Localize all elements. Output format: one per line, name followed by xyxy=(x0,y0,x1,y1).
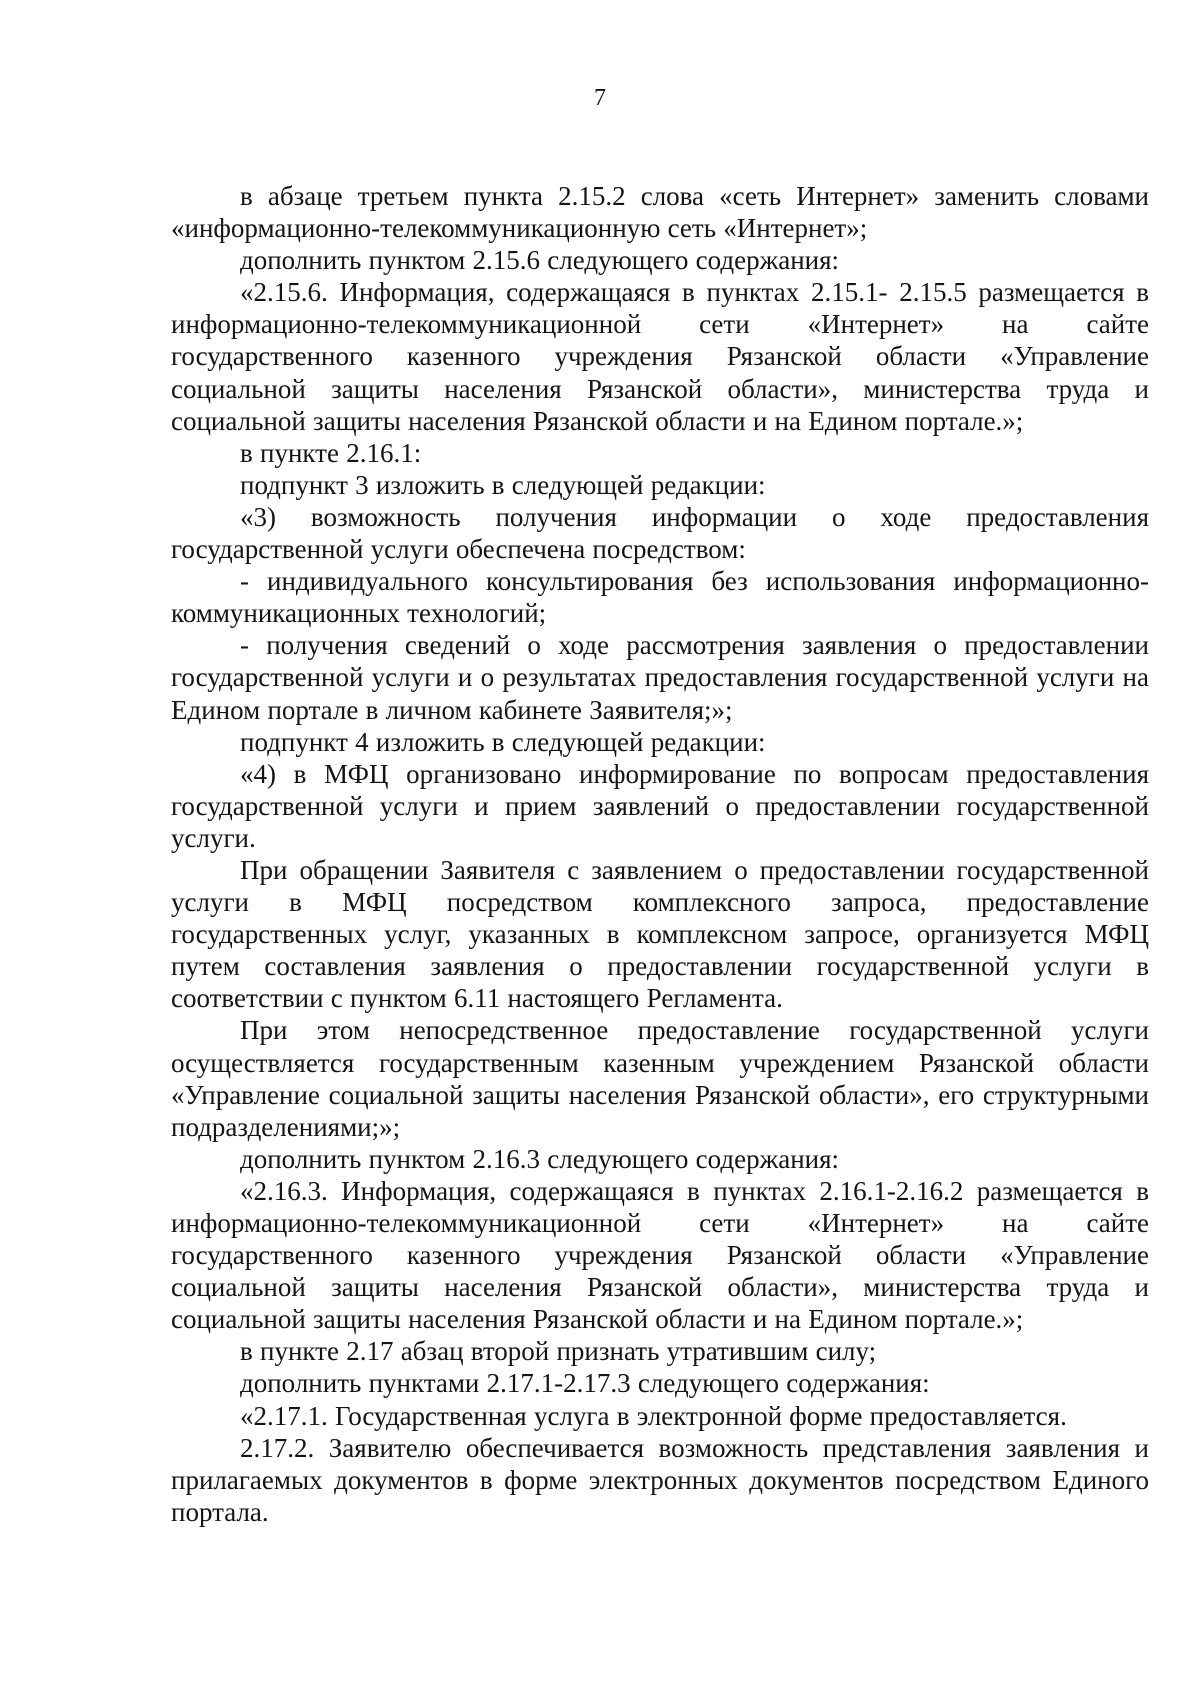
paragraph: - индивидуального консультирования без использования информационно-коммуникационных технологий; xyxy=(171,566,1149,629)
paragraph: «2.15.6. Информация, содержащаяся в пунктах 2.15.1- 2.15.5 размещается в информационно-телекоммуникационной сети «Интернет» на сайте государственного казенного учреждения Рязанской области «Управление социальной защиты населения Рязанской области», министерства труда и социальной защиты населения Рязанской области и на Едином портале.»; xyxy=(171,277,1149,436)
paragraph: При этом непосредственное предоставление государственной услуги осуществляется государственным казенным учреждением Рязанской области «Управление социальной защиты населения Рязанской области», его структурными подразделениями;»; xyxy=(171,1015,1149,1142)
paragraph: в пункте 2.16.1: xyxy=(240,437,422,468)
paragraph: «4) в МФЦ организовано информирование по вопросам предоставления государственной услуги и прием заявлений о предоставлении государственной услуги. xyxy=(171,758,1149,853)
paragraph: в пункте 2.17 абзац второй признать утратившим силу; xyxy=(240,1336,877,1367)
paragraph: подпункт 3 изложить в следующей редакции: xyxy=(240,469,766,500)
paragraph: дополнить пунктом 2.16.3 следующего содержания: xyxy=(240,1143,840,1174)
document-body xyxy=(171,180,1149,1528)
paragraph: «2.17.1. Государственная услуга в электронной форме предоставляется. xyxy=(240,1400,1067,1431)
paragraph: подпункт 4 изложить в следующей редакции: xyxy=(240,726,766,757)
paragraph: 2.17.2. Заявителю обеспечивается возможность представления заявления и прилагаемых документов в форме электронных документов посредством Единого портала. xyxy=(171,1432,1149,1527)
paragraph: - получения сведений о ходе рассмотрения заявления о предоставлении государственной услуги и о результатах предоставления государственной услуги на Едином портале в личном кабинете Заявителя;»; xyxy=(171,630,1149,725)
paragraph: в абзаце третьем пункта 2.15.2 слова «сеть Интернет» заменить словами «информационно-телекоммуникационную сеть «Интернет»; xyxy=(171,181,1149,244)
paragraph: «2.16.3. Информация, содержащаяся в пунктах 2.16.1-2.16.2 размещается в информационно-телекоммуникационной сети «Интернет» на сайте государственного казенного учреждения Рязанской области «Управление социальной защиты населения Рязанской области», министерства труда и социальной защиты населения Рязанской области и на Едином портале.»; xyxy=(171,1175,1149,1335)
paragraph: «3) возможность получения информации о ходе предоставления государственной услуги обеспечена посредством: xyxy=(171,501,1149,565)
paragraph: дополнить пунктами 2.17.1-2.17.3 следующего содержания: xyxy=(240,1368,930,1399)
paragraph: При обращении Заявителя с заявлением о предоставлении государственной услуги в МФЦ посредством комплексного запроса, предоставление государственных услуг, указанных в комплексном запросе, организуется МФЦ путем составления заявления о предоставлении государственной услуги в соответствии с пунктом 6.11 настоящего Регламента. xyxy=(171,854,1149,1014)
page-number: 7 xyxy=(594,85,606,111)
paragraph: дополнить пунктом 2.15.6 следующего содержания: xyxy=(240,245,840,276)
